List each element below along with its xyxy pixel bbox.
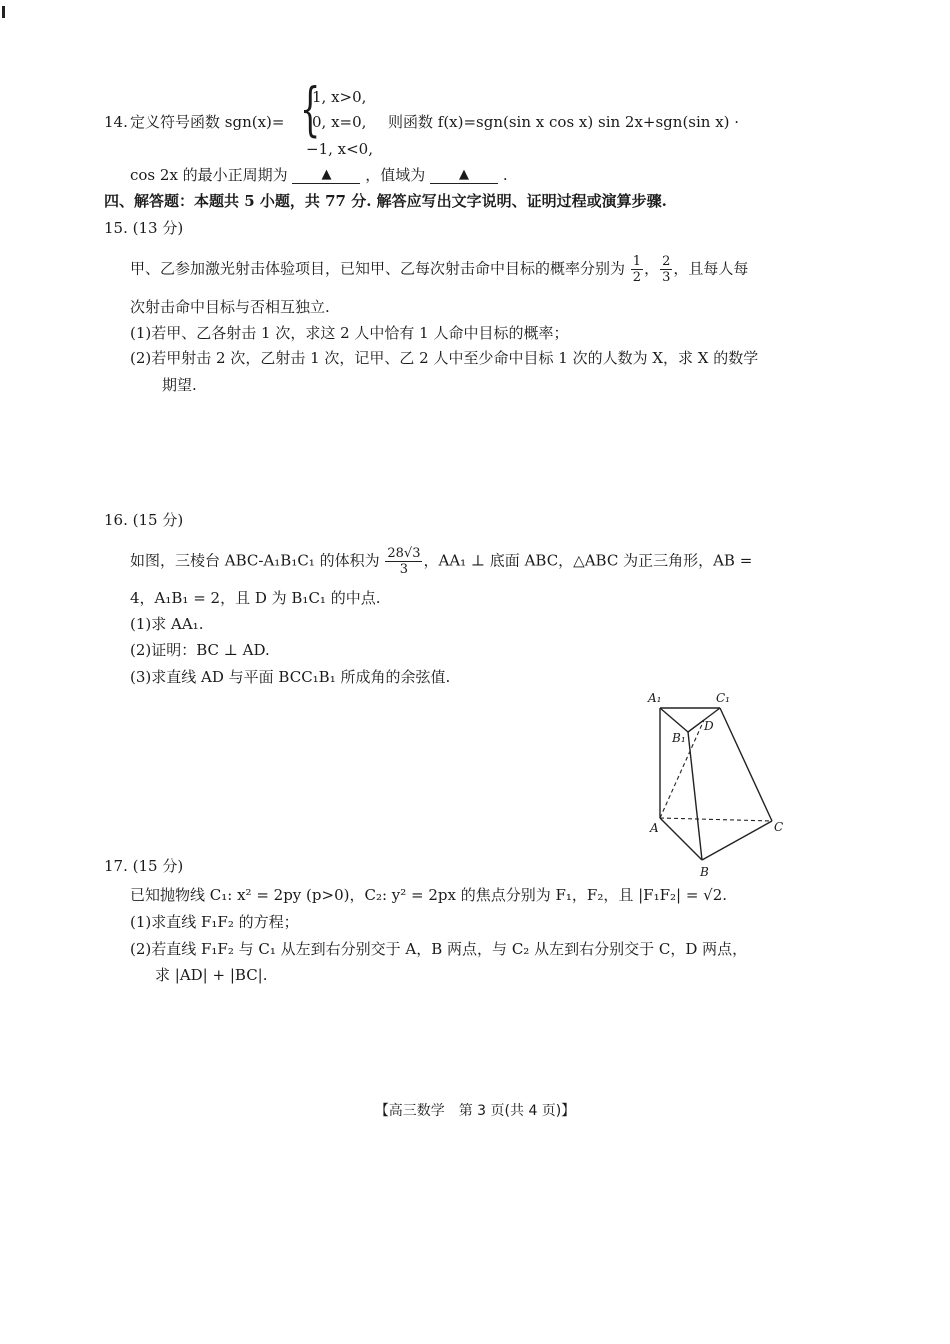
edge-A-C-hidden — [660, 818, 772, 821]
label-B1: B₁ — [672, 731, 686, 745]
q14-line2 — [130, 164, 508, 186]
q14-case3: −1, x<0, — [306, 140, 373, 158]
q15-line1 — [130, 254, 748, 285]
edge-C-C1 — [720, 708, 772, 821]
q14-case1: 1, x>0, — [312, 88, 367, 106]
fraction-denominator: 2 — [632, 270, 642, 285]
q14-function: 则函数 f(x)=sgn(sin x cos x) sin 2x+sgn(sin x) · — [388, 113, 740, 131]
q16-intro-end: ，AA₁ ⊥ 底面 ABC，△ABC 为正三角形，AB = — [423, 551, 753, 570]
label-D: D — [704, 719, 714, 733]
q16-line2: 4，A₁B₁ = 2，且 D 为 B₁C₁ 的中点. — [130, 589, 381, 607]
scan-speck — [2, 6, 5, 18]
label-A: A — [650, 821, 659, 835]
fraction-numerator: 28√3 — [387, 546, 421, 561]
q17-line1: 已知抛物线 C₁: x² = 2py (p>0)，C₂: y² = 2px 的焦点分别为 F₁，F₂，且 |F₁F₂| = √2. — [130, 886, 728, 904]
q14-end: . — [502, 166, 508, 184]
fraction-numerator: 2 — [662, 254, 671, 269]
q17-part2: (2)若直线 F₁F₂ 与 C₁ 从左到右分别交于 A，B 两点，与 C₂ 从左到右分别交于 C，D 两点， — [130, 940, 748, 958]
q15-part1: (1)若甲、乙各射击 1 次，求这 2 人中恰有 1 人命中目标的概率； — [130, 324, 569, 342]
q15-intro-end: ，且每人每 — [673, 259, 749, 278]
label-C1: C₁ — [716, 691, 730, 705]
edge-A1-B1 — [660, 708, 688, 732]
q15-header: 15. (13 分) — [104, 219, 184, 237]
q16-header: 16. (15 分) — [104, 511, 184, 529]
q17-part1: (1)求直线 F₁F₂ 的方程； — [130, 913, 299, 931]
fraction-volume — [385, 546, 422, 577]
label-A1: A₁ — [648, 691, 662, 705]
q16-intro: 如图，三棱台 ABC-A₁B₁C₁ 的体积为 — [130, 551, 380, 570]
separator: ， — [644, 259, 660, 278]
edge-B-C — [702, 821, 772, 860]
fraction-two-thirds — [660, 254, 672, 285]
q15-intro: 甲、乙参加激光射击体验项目，已知甲、乙每次射击命中目标的概率分别为 — [130, 259, 626, 278]
q16-part3: (3)求直线 AD 与平面 BCC₁B₁ 所成角的余弦值. — [130, 668, 451, 686]
answer-blank-range[interactable]: ▲ — [430, 167, 498, 184]
page-footer: 【高三数学 第 3 页(共 4 页)】 — [374, 1103, 576, 1119]
answer-blank-period[interactable]: ▲ — [292, 167, 360, 184]
piecewise-brace: { — [300, 75, 321, 143]
fraction-denominator: 3 — [662, 270, 671, 285]
fraction-numerator: 1 — [632, 254, 642, 269]
q14-case2: 0, x=0, — [312, 113, 367, 131]
fraction-denominator: 3 — [399, 562, 409, 577]
label-C: C — [774, 820, 784, 834]
q15-part2: (2)若甲射击 2 次，乙射击 1 次，记甲、乙 2 人中至少命中目标 1 次的人数为 X，求 X 的数学 — [130, 349, 759, 367]
q16-part1: (1)求 AA₁. — [130, 615, 204, 633]
q16-line1 — [130, 546, 752, 577]
edge-A-B — [660, 818, 702, 860]
q16-part2: (2)证明：BC ⊥ AD. — [130, 641, 270, 659]
q14-range-text: ，值域为 — [365, 166, 426, 184]
q14-lead: 定义符号函数 sgn(x)= — [130, 113, 285, 131]
label-B: B — [700, 865, 709, 879]
fraction-half — [631, 254, 643, 285]
q15-part2-cont: 期望. — [162, 376, 197, 394]
q14-period-text: cos 2x 的最小正周期为 — [130, 166, 288, 184]
q14-number: 14. — [104, 113, 128, 131]
q17-part2-cont: 求 |AD| + |BC|. — [155, 966, 268, 984]
q15-line2: 次射击命中目标与否相互独立. — [130, 298, 330, 316]
frustum-figure — [640, 688, 800, 888]
q17-header: 17. (15 分) — [104, 857, 184, 875]
section-heading: 四、解答题：本题共 5 小题，共 77 分. 解答应写出文字说明、证明过程或演算步骤. — [104, 192, 667, 210]
